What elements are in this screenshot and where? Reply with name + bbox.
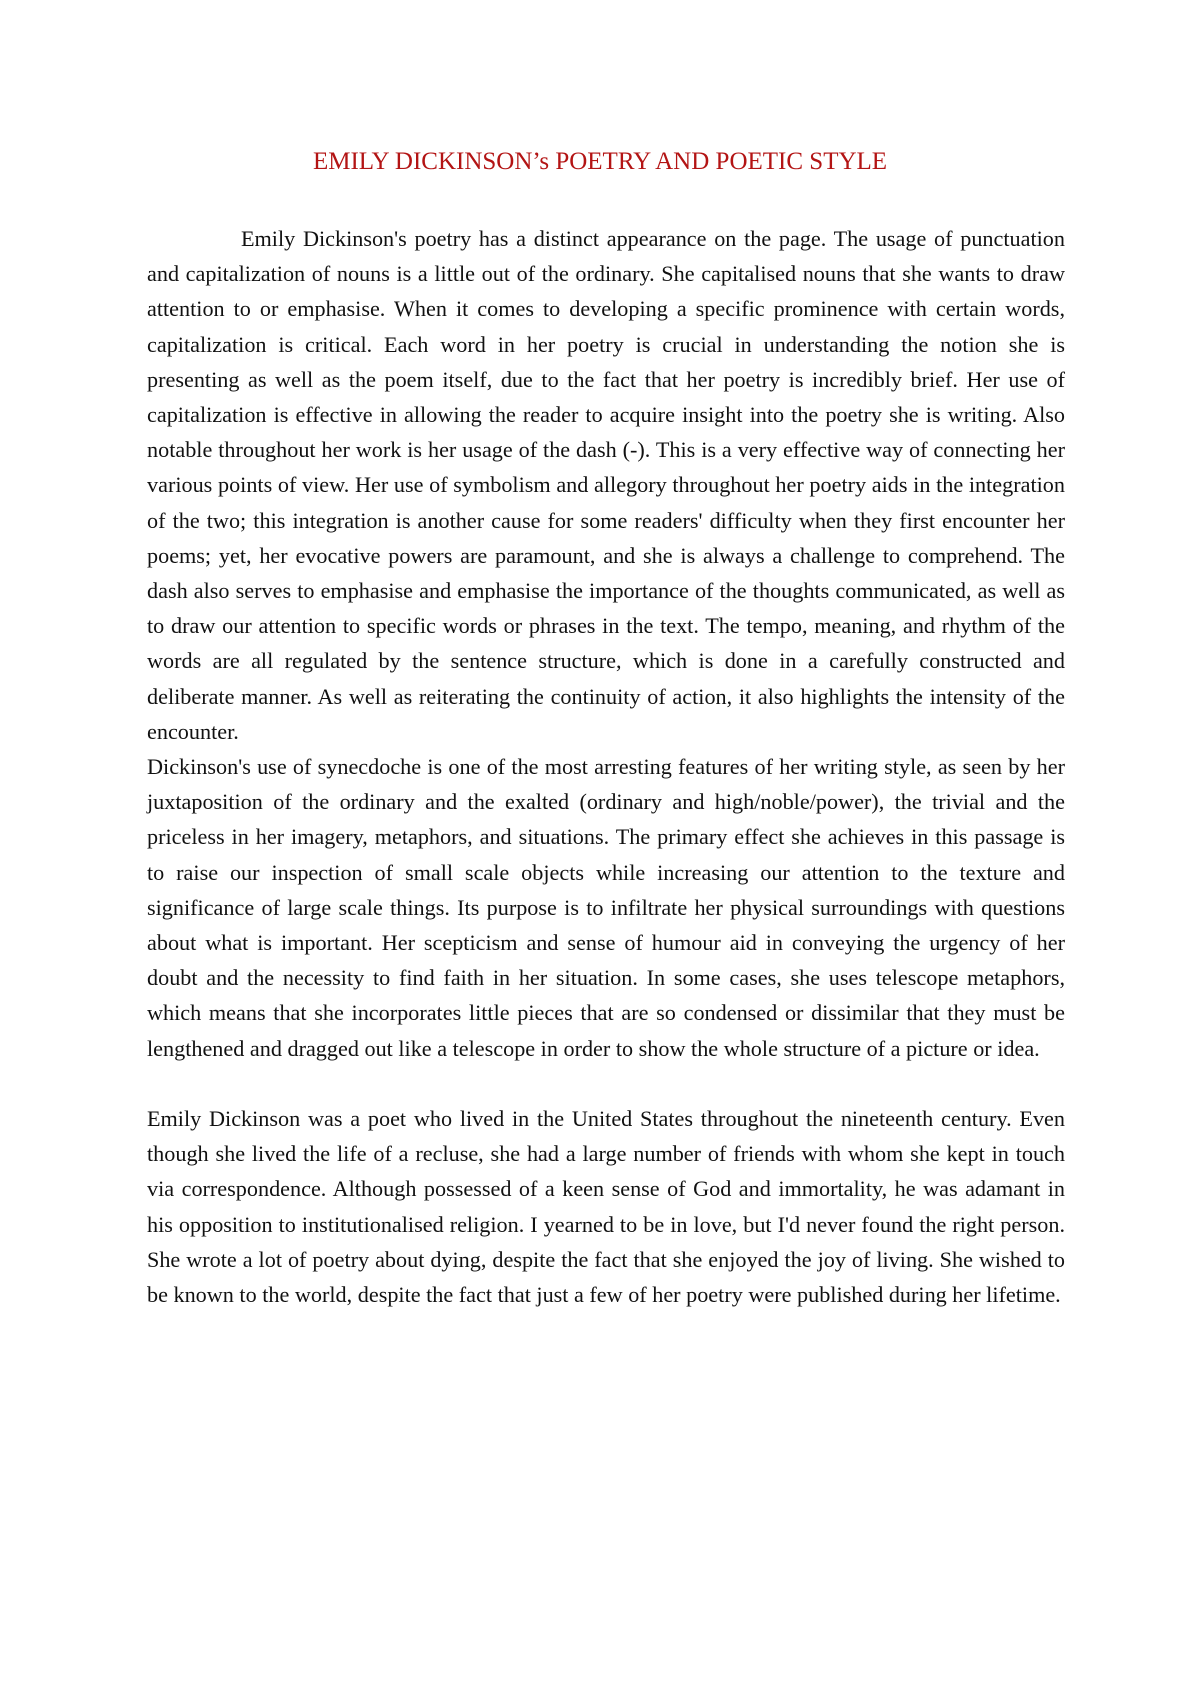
paragraph-capitalization-and-dash: Emily Dickinson's poetry has a distinct appearance on the page. The usage of punctuation and capitalization of nouns is a little out of the ordinary. She capitalised nouns that she wants to draw attention to or emphasise. When it comes to developing a specific prominence with certain words, capitalization is critical. Each word in her poetry is crucial in understanding the notion she is presenting as well as the poem itself, due to the fact that her poetry is incredibly brief. Her use of capitalization is effective in allowing the reader to acquire insight into the poetry she is writing. Also notable throughout her work is her usage of the dash (-). This is a very effective way of connecting her various points of view. Her use of symbolism and allegory throughout her poetry aids in the integration of the two; this integration is another cause for some readers' difficulty when they first encounter her poems; yet, her evocative powers are paramount, and she is always a challenge to comprehend. The dash also serves to emphasise and emphasise the importance of the thoughts communicated, as well as to draw our attention to specific words or phrases in the text. The tempo, meaning, and rhythm of the words are all regulated by the sentence structure, which is done in a carefully constructed and deliberate manner. As well as reiterating the continuity of action, it also highlights the intensity of the encounter. (147, 226, 1065, 744)
paragraph-spacer (147, 1066, 1065, 1101)
paragraph-synecdoche: Dickinson's use of synecdoche is one of the most arresting features of her writing style, as seen by her juxtaposition of the ordinary and the exalted (ordinary and high/noble/power), the trivial and the priceless in her imagery, metaphors, and situations. The primary effect she achieves in this passage is to raise our inspection of small scale objects while increasing our attention to the texture and significance of large scale things. Its purpose is to infiltrate her physical surroundings with questions about what is important. Her scepticism and sense of humour aid in conveying the urgency of her doubt and the necessity to find faith in her situation. In some cases, she uses telescope metaphors, which means that she incorporates little pieces that are so condensed or dissimilar that they must be lengthened and dragged out like a telescope in order to show the whole structure of a picture or idea. (147, 754, 1065, 1061)
paragraph-biography: Emily Dickinson was a poet who lived in the United States throughout the nineteenth century. Even though she lived the life of a recluse, she had a large number of friends with whom she kept in touch via correspondence. Although possessed of a keen sense of God and immortality, he was adamant in his opposition to institutionalised religion. I yearned to be in love, but I'd never found the right person. She wrote a lot of poetry about dying, despite the fact that she enjoyed the joy of living. She wished to be known to the world, despite the fact that just a few of her poetry were published during her lifetime. (147, 1106, 1065, 1308)
document-body (147, 221, 1065, 1312)
document-title: EMILY DICKINSON’s POETRY AND POETIC STYLE (312, 148, 888, 175)
